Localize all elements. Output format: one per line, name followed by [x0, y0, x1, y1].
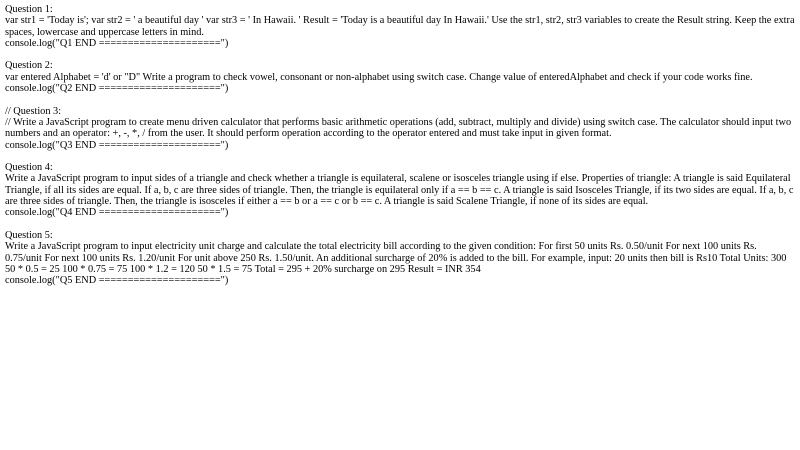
console-log-line: console.log("Q5 END =====================")	[5, 275, 229, 287]
question-heading: Question 1:	[5, 4, 53, 15]
question-3	[5, 106, 795, 151]
question-4	[5, 162, 795, 218]
console-log-line: console.log("Q4 END =====================")	[5, 207, 229, 219]
question-text: Write a JavaScript program to input electricity unit charge and calculate the total electricity bill according to the given condition: For first 50 units Rs. 0.50/unit For next 100 units Rs. 0.75/unit For next 100 units Rs. 1.20/unit For unit above 250 Rs. 1.50/unit. An additional surcharge of 20% is added to the bill. For example, input: 20 units then bill is Rs10 Total Units: 300 50 * 0.5 = 25 100 * 0.75 = 75 100 * 1.2 = 120 50 * 1.5 = 75 Total = 295 + 20% surcharge on 295 Result = INR 354	[5, 241, 790, 275]
question-heading: // Question 3:	[5, 105, 62, 117]
spacer	[5, 151, 795, 162]
question-text: var entered Alphabet = 'd' or "D" Write a program to check vowel, consonant or non-alphabet using switch case. Change value of enteredAlphabet and check if your code works fine.	[5, 71, 753, 83]
question-heading: Question 5:	[5, 229, 53, 241]
console-log-line: console.log("Q2 END =====================")	[5, 83, 229, 95]
question-5	[5, 230, 795, 286]
document-page	[5, 4, 798, 287]
question-text: // Write a JavaScript program to create menu driven calculator that performs basic arithmetic operations (add, subtract, multiply and divide) using switch case. The calculator should input two numbers and an operator: +, -, *, / from the user. It should perform operation according to the operator entered and must take input in given format.	[5, 116, 794, 140]
question-heading: Question 4:	[5, 162, 53, 174]
console-log-line: console.log("Q1 END =====================")	[5, 37, 229, 49]
spacer	[5, 49, 795, 60]
console-log-line: console.log("Q3 END =====================")	[5, 139, 229, 151]
spacer	[5, 94, 795, 105]
question-heading: Question 2:	[5, 60, 53, 72]
spacer	[5, 219, 795, 230]
question-text: Write a JavaScript program to input sides of a triangle and check whether a triangle is equilateral, scalene or isosceles triangle using if else. Properties of triangle: A triangle is said Equilateral Triangle, if all its sides are equal. If a, b, c are three sides of triangle. Then, the triangle is equilateral only if a == b == c. A triangle is said Isosceles Triangle, if its two sides are equal. If a, b, c are three sides of triangle. Then, the triangle is isosceles if either a == b or a == c or b == c. A triangle is said Scalene Triangle, if none of its sides are equal.	[5, 173, 796, 208]
question-text: var str1 = 'Today is'; var str2 = ' a beautiful day ' var str3 = ' In Hawaii. ' Result = 'Today is a beautiful day In Hawaii.' Use the str1, str2, str3 variables to create the Result string. Keep the extra spaces, lowercase and uppercase letters in mind.	[5, 15, 798, 38]
question-1	[5, 4, 798, 49]
question-2	[5, 60, 795, 94]
